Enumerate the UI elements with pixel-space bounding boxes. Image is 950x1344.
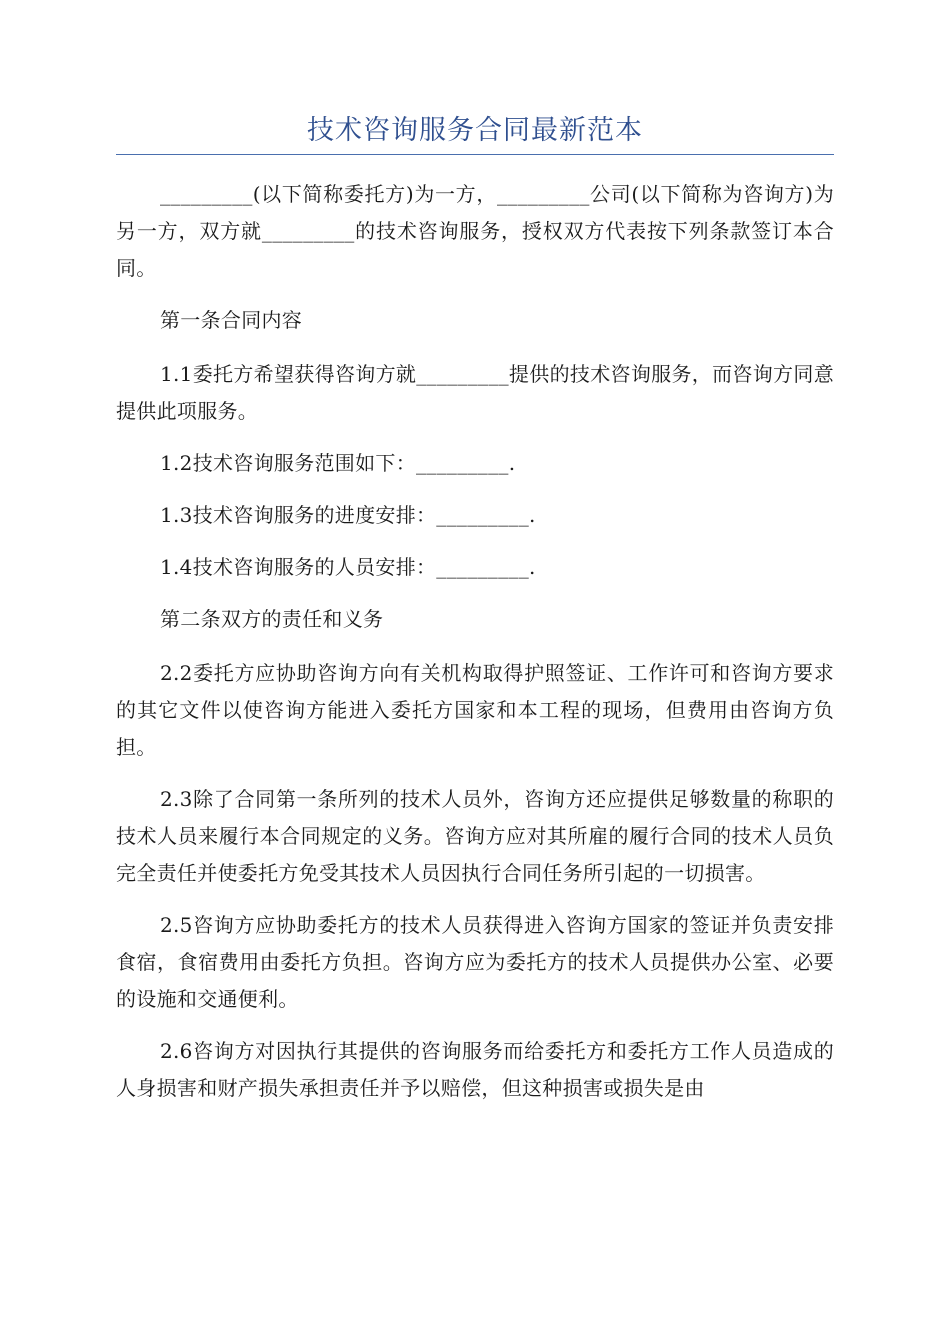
document-body [116, 176, 834, 1122]
intro-paragraph: _________(以下简称委托方)为一方，_________公司(以下简称为咨询方)为另一方，双方就_________的技术咨询服务，授权双方代表按下列条款签订本合同。 [116, 182, 834, 280]
document-title: 技术咨询服务合同最新范本 [307, 115, 643, 146]
section-heading-2: 第二条双方的责任和义务 [160, 607, 384, 631]
clause-1-4: 1.4技术咨询服务的人员安排：_________. [160, 555, 536, 579]
section-heading-1: 第一条合同内容 [160, 308, 303, 332]
clause-1-2: 1.2技术咨询服务范围如下：_________. [160, 451, 516, 475]
clause-2-2: 2.2委托方应协助咨询方向有关机构取得护照签证、工作许可和咨询方要求的其它文件以使咨询方能进入委托方国家和本工程的现场，但费用由咨询方负担。 [116, 661, 834, 759]
clause-2-3: 2.3除了合同第一条所列的技术人员外，咨询方还应提供足够数量的称职的技术人员来履行本合同规定的义务。咨询方应对其所雇的履行合同的技术人员负完全责任并使委托方免受其技术人员因执行合同任务所引起的一切损害。 [116, 787, 834, 885]
clause-1-1: 1.1委托方希望获得咨询方就_________提供的技术咨询服务，而咨询方同意提供此项服务。 [116, 362, 834, 423]
clause-2-5: 2.5咨询方应协助委托方的技术人员获得进入咨询方国家的签证并负责安排食宿，食宿费用由委托方负担。咨询方应为委托方的技术人员提供办公室、必要的设施和交通便利。 [116, 913, 834, 1011]
clause-2-6: 2.6咨询方对因执行其提供的咨询服务而给委托方和委托方工作人员造成的人身损害和财产损失承担责任并予以赔偿，但这种损害或损失是由 [116, 1039, 834, 1100]
clause-1-3: 1.3技术咨询服务的进度安排：_________. [160, 503, 536, 527]
title-underline [116, 154, 834, 155]
